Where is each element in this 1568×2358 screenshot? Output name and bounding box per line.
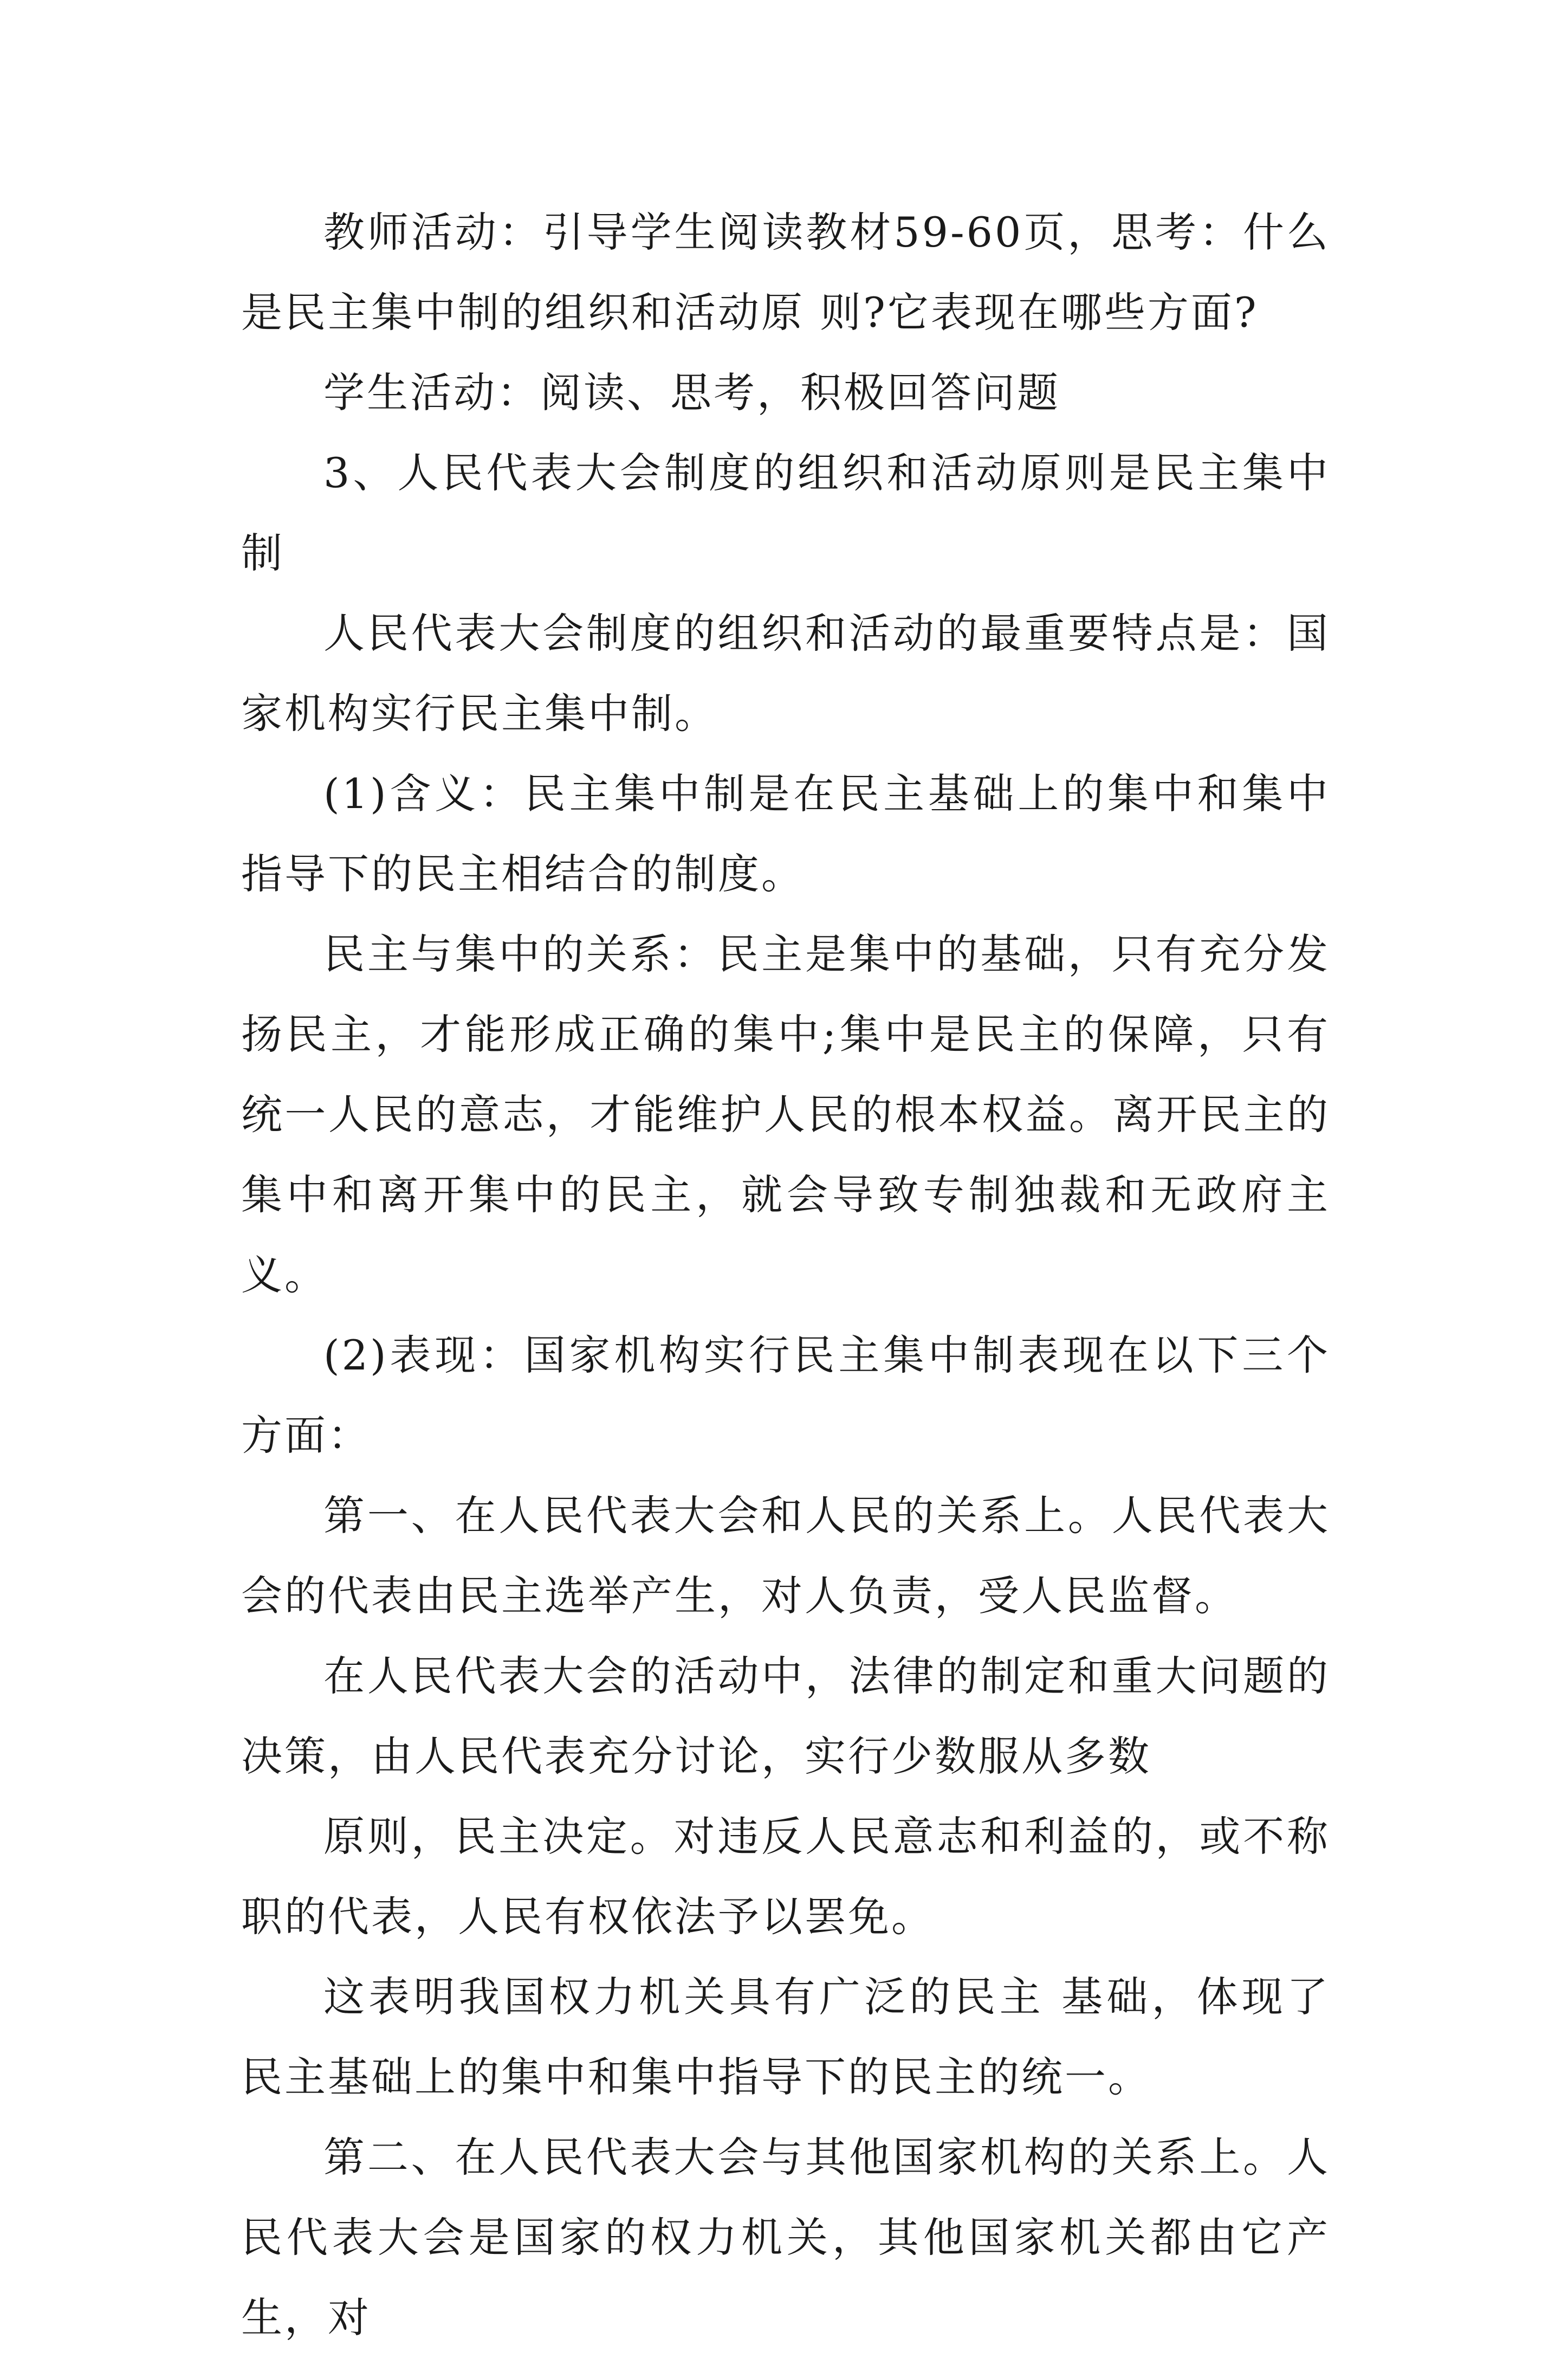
paragraph-key-feature: 人民代表大会制度的组织和活动的最重要特点是：国家机构实行民主集中制。 — [241, 609, 1330, 738]
paragraph-second-aspect: 第二、在人民代表大会与其他国家机构的关系上。人民代表大会是国家的权力机关，其他国家机关都由它产生，对 — [241, 2133, 1330, 2342]
paragraph-definition: (1)含义：民主集中制是在民主基础上的集中和集中指导下的民主相结合的制度。 — [241, 770, 1330, 898]
paragraph-conclusion: 这表明我国权力机关具有广泛的民主 基础，体现了民主基础上的集中和集中指导下的民主的统一。 — [241, 1973, 1330, 2101]
paragraph-relationship: 民主与集中的关系：民主是集中的基础，只有充分发扬民主，才能形成正确的集中;集中是民主的保障，只有统一人民的意志，才能维护人民的根本权益。离开民主的集中和离开集中的民主，就会导致专制独裁和无政府主义。 — [241, 930, 1330, 1299]
paragraph-npc-activity: 在人民代表大会的活动中，法律的制定和重大问题的决策，由人民代表充分讨论，实行少数服从多数 — [241, 1652, 1330, 1780]
paragraph-first-aspect: 第一、在人民代表大会和人民的关系上。人民代表大会的代表由民主选举产生，对人负责，受人民监督。 — [241, 1491, 1330, 1620]
document-body — [241, 192, 1330, 2358]
paragraph-principle: 原则，民主决定。对违反人民意志和利益的，或不称职的代表，人民有权依法予以罢免。 — [241, 1812, 1330, 1941]
paragraph-teacher-activity: 教师活动：引导学生阅读教材59-60页，思考：什么是民主集中制的组织和活动原 则?它表现在哪些方面? — [241, 208, 1330, 337]
paragraph-section-3-heading: 3、人民代表大会制度的组织和活动原则是民主集中制 — [241, 449, 1330, 577]
paragraph-student-activity: 学生活动：阅读、思考，积极回答问题 — [323, 369, 1060, 417]
paragraph-manifestation: (2)表现：国家机构实行民主集中制表现在以下三个方面： — [241, 1331, 1330, 1459]
